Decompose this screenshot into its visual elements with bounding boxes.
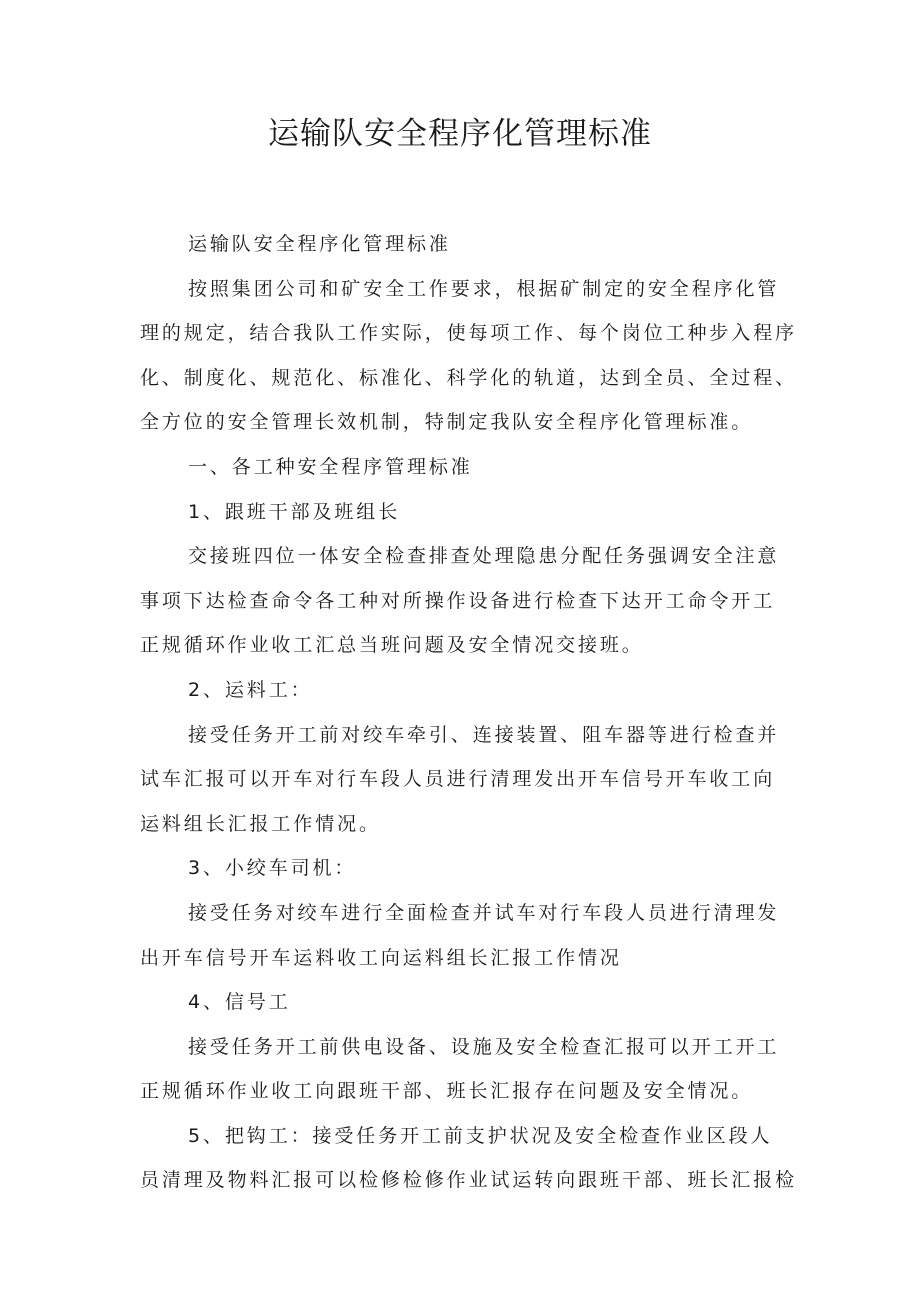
text-line: 运料组长汇报工作情况。 <box>140 812 381 835</box>
text-line: 3、小绞车司机： <box>188 857 357 880</box>
text-line: 试车汇报可以开车对行车段人员进行清理发出开车信号开车收工向 <box>140 768 776 791</box>
text-line: 化、制度化、规范化、标准化、科学化的轨道，达到全员、全过程、 <box>140 366 798 389</box>
text-line: 1、跟班干部及班组长 <box>188 500 401 523</box>
text-line: 按照集团公司和矿安全工作要求，根据矿制定的安全程序化管 <box>188 277 780 300</box>
text-line: 事项下达检查命令各工种对所操作设备进行检查下达开工命令开工 <box>140 589 776 612</box>
text-line: 4、信号工 <box>188 991 291 1014</box>
text-line: 接受任务开工前对绞车牵引、连接装置、阻车器等进行检查并 <box>188 723 780 746</box>
document-body <box>140 222 800 1203</box>
text-line: 员清理及物料汇报可以检修检修作业试运转向跟班干部、班长汇报检 <box>140 1169 798 1192</box>
text-line: 2、运料工： <box>188 678 313 701</box>
text-line: 正规循环作业收工向跟班干部、班长汇报存在问题及安全情况。 <box>140 1080 754 1103</box>
text-line: 出开车信号开车运料收工向运料组长汇报工作情况 <box>140 946 622 969</box>
text-line: 接受任务对绞车进行全面检查并试车对行车段人员进行清理发 <box>188 901 780 924</box>
text-line: 运输队安全程序化管理标准 <box>188 233 451 255</box>
text-line: 一、各工种安全程序管理标准 <box>188 455 473 478</box>
text-line: 5、把钩工：接受任务开工前支护状况及安全检查作业区段人 <box>188 1124 773 1147</box>
text-line: 全方位的安全管理长效机制，特制定我队安全程序化管理标准。 <box>140 411 754 434</box>
text-line: 接受任务开工前供电设备、设施及安全检查汇报可以开工开工 <box>188 1035 780 1058</box>
text-line: 理的规定，结合我队工作实际，使每项工作、每个岗位工种步入程序 <box>140 322 798 345</box>
text-line: 正规循环作业收工汇总当班问题及安全情况交接班。 <box>140 634 644 657</box>
text-line: 交接班四位一体安全检查排查处理隐患分配任务强调安全注意 <box>188 545 780 568</box>
document-title: 运输队安全程序化管理标准 <box>268 116 652 152</box>
